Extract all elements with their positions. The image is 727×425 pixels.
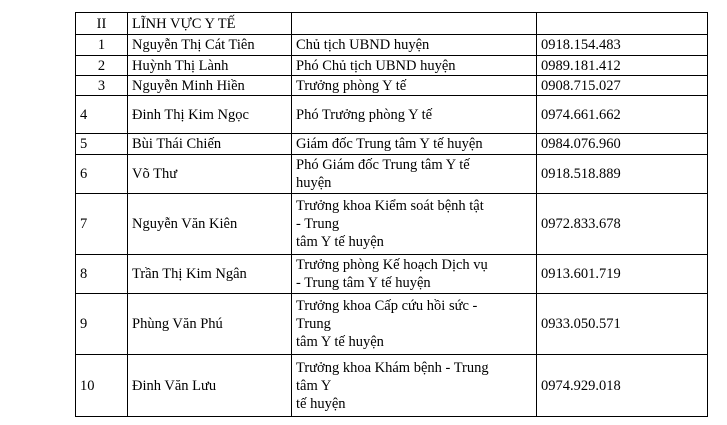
person-position: Phó Chủ tịch UBND huyện (292, 56, 537, 76)
person-phone: 0972.833.678 (537, 194, 708, 255)
section-title: LĨNH VỰC Y TẾ (128, 13, 292, 35)
person-position: Chủ tịch UBND huyện (292, 35, 537, 56)
table-row (76, 194, 708, 255)
person-phone: 0984.076.960 (537, 134, 708, 155)
table-row (76, 355, 708, 417)
table-row (76, 76, 708, 96)
person-position: Giám đốc Trung tâm Y tế huyện (292, 134, 537, 155)
person-name: Nguyễn Minh Hiền (128, 76, 292, 96)
person-phone: 0918.154.483 (537, 35, 708, 56)
person-position: Trưởng khoa Kiểm soát bệnh tật - Trung tâm Y tế huyện (292, 194, 537, 255)
row-number: 5 (76, 134, 128, 155)
person-position: Trưởng khoa Cấp cứu hồi sức - Trung tâm Y tế huyện (292, 294, 537, 355)
table-row (76, 35, 708, 56)
table-row (76, 134, 708, 155)
row-number: 3 (76, 76, 128, 96)
row-number: 2 (76, 56, 128, 76)
person-phone: 0933.050.571 (537, 294, 708, 355)
person-position: Trưởng khoa Khám bệnh - Trung tâm Y tế huyện (292, 355, 537, 417)
person-position: Phó Giám đốc Trung tâm Y tế huyện (292, 155, 537, 194)
person-name: Huỳnh Thị Lành (128, 56, 292, 76)
person-name: Nguyễn Văn Kiên (128, 194, 292, 255)
person-phone: 0913.601.719 (537, 255, 708, 294)
person-position: Trưởng phòng Kế hoạch Dịch vụ - Trung tâm Y tế huyện (292, 255, 537, 294)
row-number: 9 (76, 294, 128, 355)
person-name: Võ Thư (128, 155, 292, 194)
person-phone: 0974.661.662 (537, 96, 708, 134)
person-name: Nguyễn Thị Cát Tiên (128, 35, 292, 56)
person-name: Đinh Thị Kim Ngọc (128, 96, 292, 134)
table-row (76, 96, 708, 134)
person-phone: 0918.518.889 (537, 155, 708, 194)
row-number: 6 (76, 155, 128, 194)
section-number: II (76, 13, 128, 35)
person-name: Bùi Thái Chiến (128, 134, 292, 155)
table-row (76, 155, 708, 194)
row-number: 7 (76, 194, 128, 255)
officials-table (75, 12, 708, 417)
table-row (76, 294, 708, 355)
empty-header-cell (292, 13, 537, 35)
person-phone: 0974.929.018 (537, 355, 708, 417)
table-row (76, 255, 708, 294)
section-header-row (76, 13, 708, 35)
row-number: 4 (76, 96, 128, 134)
person-name: Đinh Văn Lưu (128, 355, 292, 417)
person-position: Trưởng phòng Y tế (292, 76, 537, 96)
row-number: 8 (76, 255, 128, 294)
person-name: Trần Thị Kim Ngân (128, 255, 292, 294)
row-number: 1 (76, 35, 128, 56)
person-name: Phùng Văn Phú (128, 294, 292, 355)
person-position: Phó Trưởng phòng Y tế (292, 96, 537, 134)
row-number: 10 (76, 355, 128, 417)
person-phone: 0989.181.412 (537, 56, 708, 76)
table-row (76, 56, 708, 76)
empty-header-cell (537, 13, 708, 35)
person-phone: 0908.715.027 (537, 76, 708, 96)
